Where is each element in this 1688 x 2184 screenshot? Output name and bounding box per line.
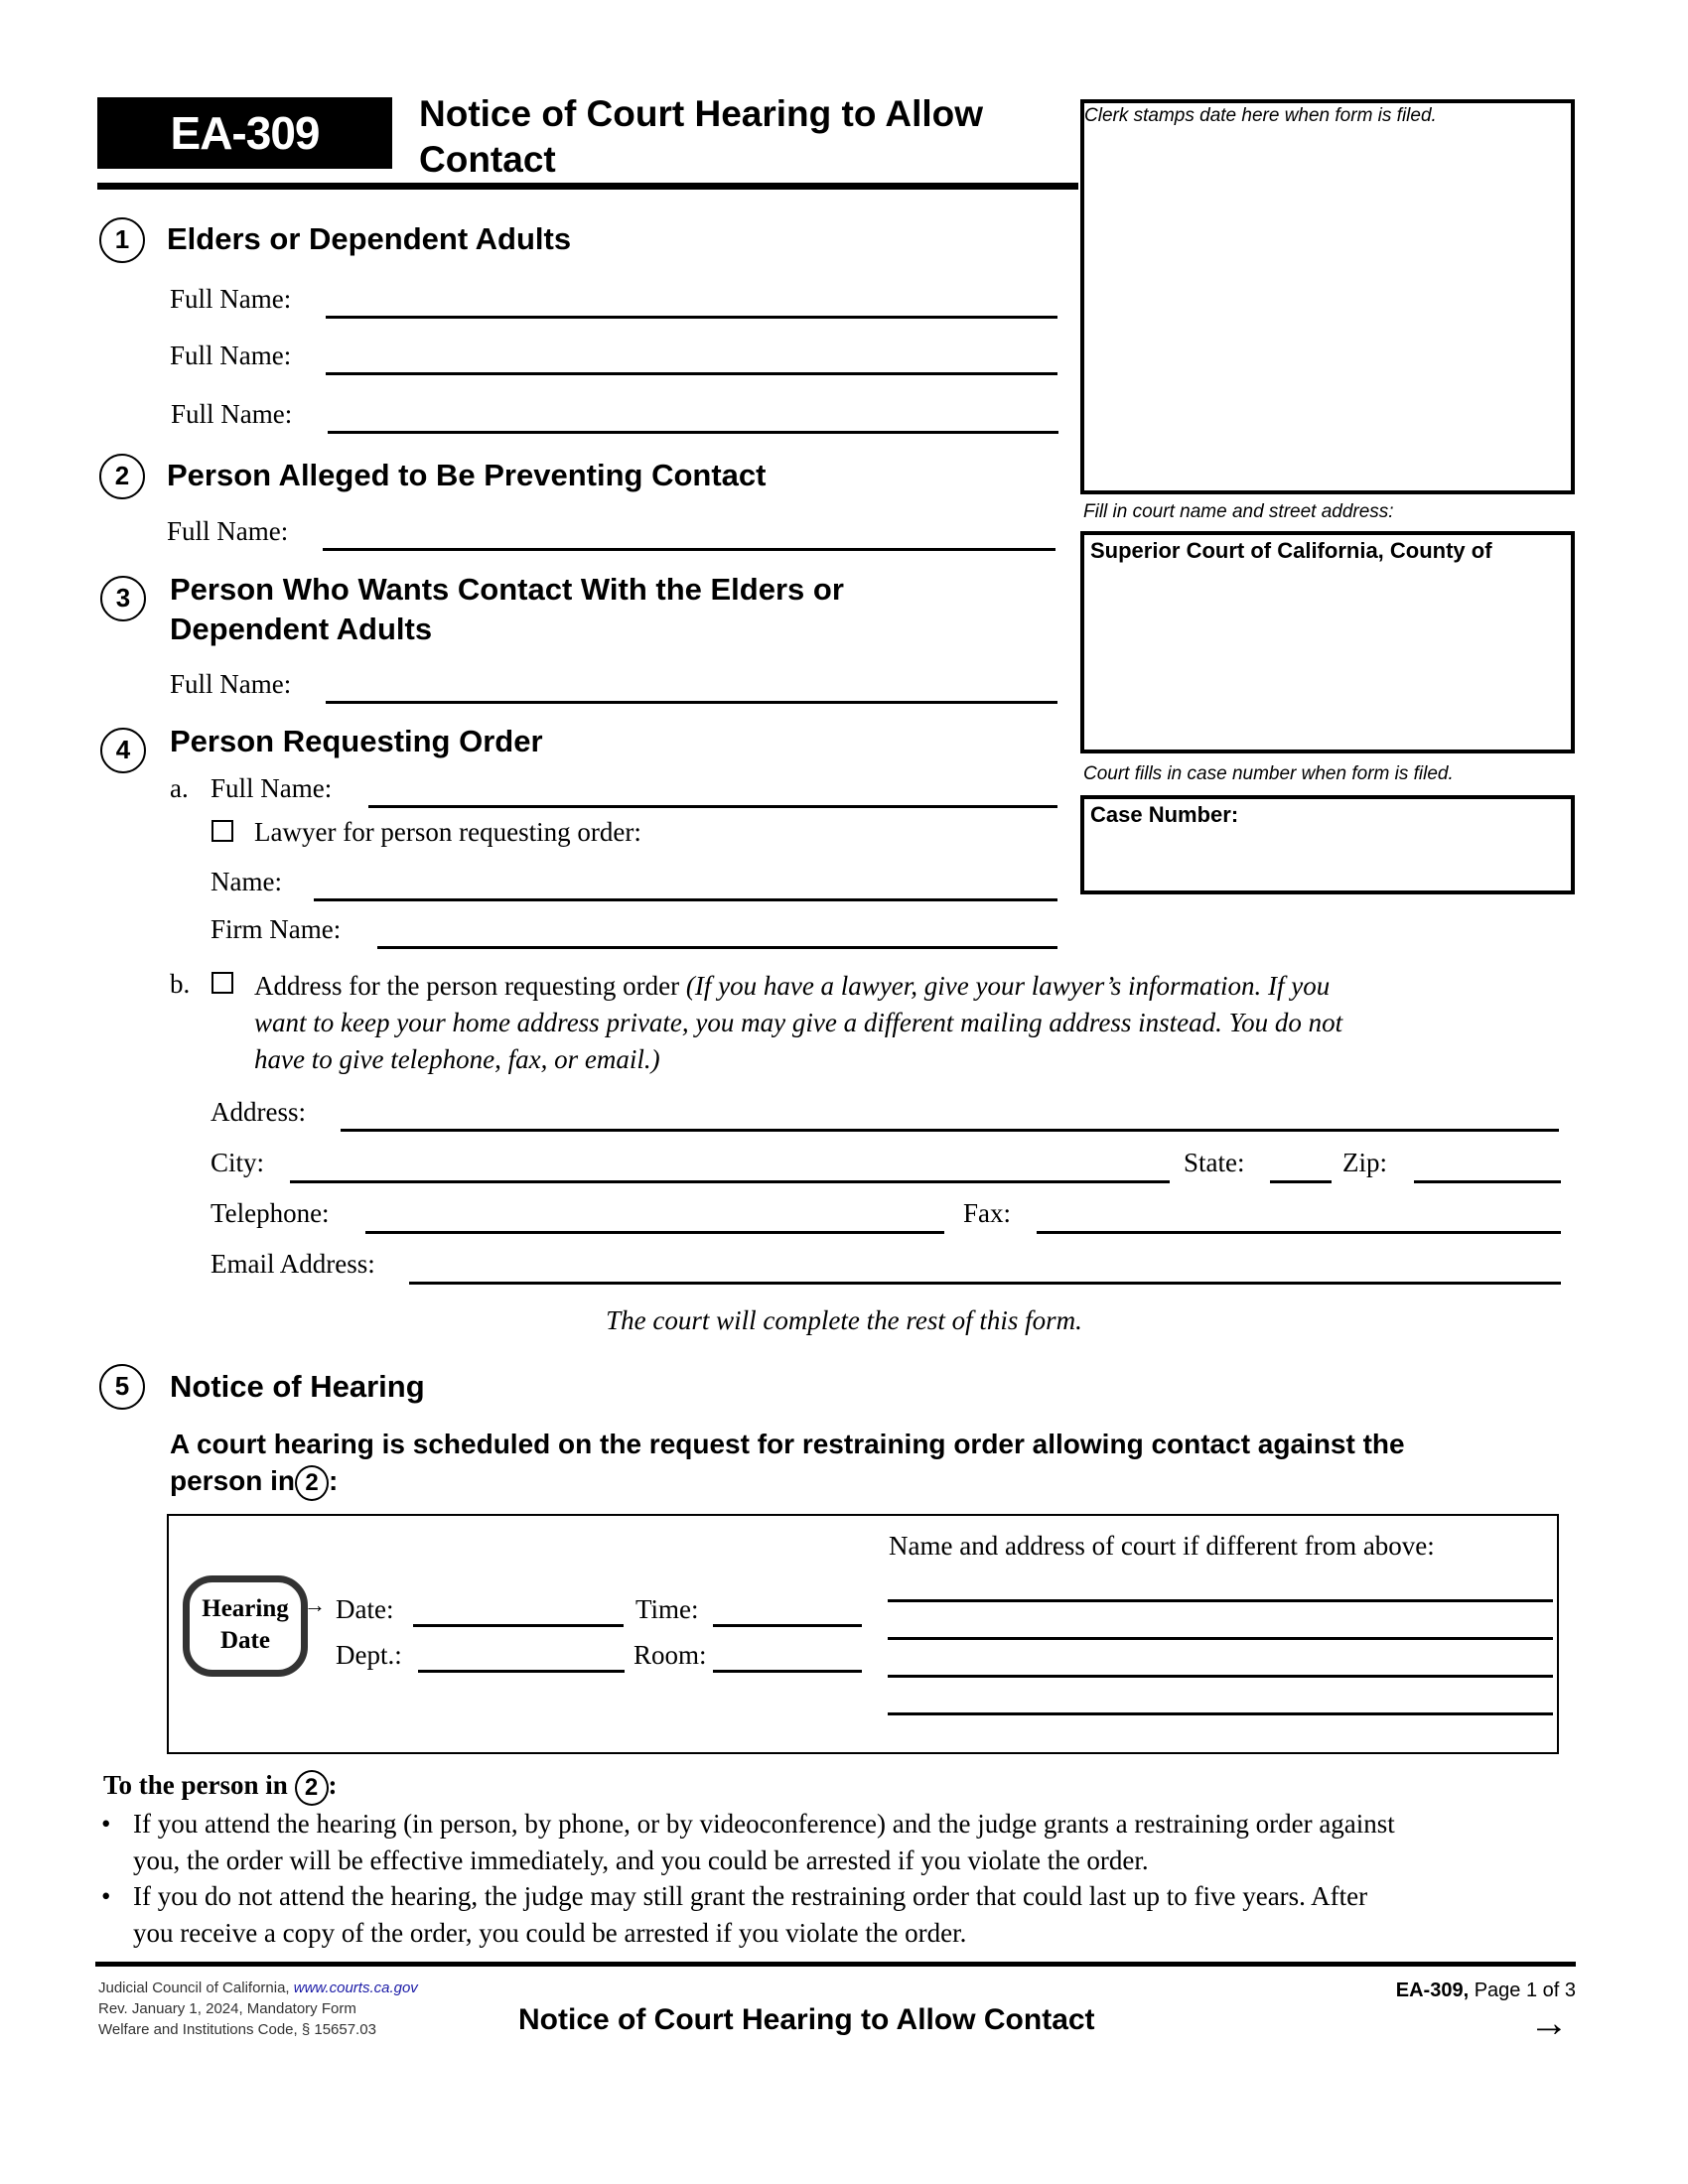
clerk-stamp-box[interactable]: [1080, 99, 1575, 494]
firm-name-label: Firm Name:: [211, 914, 342, 944]
warning-bullet-1: • If you attend the hearing (in person, by phone, or by videoconference) and the judge grants a restraining order against you, the order will be effective immediately, and you could be arrested if you violate the order.: [101, 1806, 1591, 1879]
hearing-time-field[interactable]: [713, 1624, 862, 1627]
firm-name-field[interactable]: [377, 946, 1057, 949]
section-2-heading: Person Alleged to Be Preventing Contact: [167, 458, 767, 492]
case-note: Court fills in case number when form is filed.: [1083, 763, 1454, 784]
elder-3-label: Full Name:: [171, 399, 293, 429]
section-1-heading: Elders or Dependent Adults: [167, 221, 572, 256]
alt-court-line-1[interactable]: [888, 1599, 1553, 1602]
item-a-marker: a.: [170, 773, 189, 803]
section-2-number: 2: [99, 454, 145, 499]
zip-label: Zip:: [1342, 1148, 1387, 1177]
court-name-label: Superior Court of California, County of: [1090, 538, 1492, 563]
ref-section-2-icon: 2: [295, 1465, 329, 1501]
requester-name-label: Full Name:: [211, 773, 333, 803]
hearing-room-field[interactable]: [713, 1670, 862, 1673]
form-id-badge: EA-309: [97, 97, 392, 169]
court-note: Fill in court name and street address:: [1083, 501, 1394, 522]
address-checkbox[interactable]: [211, 972, 233, 994]
contact-seeker-name-label: Full Name:: [170, 669, 292, 699]
elder-1-label: Full Name:: [170, 284, 292, 314]
footer-title: Notice of Court Hearing to Allow Contact: [518, 2003, 1095, 2036]
lawyer-name-label: Name:: [211, 867, 282, 896]
hearing-box: [167, 1514, 1559, 1754]
city-label: City:: [211, 1148, 265, 1177]
courts-link[interactable]: www.courts.ca.gov: [293, 1979, 418, 1996]
court-name-box[interactable]: [1080, 531, 1575, 753]
section-3-heading: Person Who Wants Contact With the Elders or Dependent Adults: [170, 572, 844, 646]
alt-court-line-2[interactable]: [888, 1637, 1553, 1640]
telephone-label: Telephone:: [211, 1198, 330, 1228]
court-completes-note: The court will complete the rest of this form.: [606, 1305, 1082, 1335]
footer-meta: Judicial Council of California, www.courts.ca.gov Rev. January 1, 2024, Mandatory Form Welfare and Institutions Code, § 15657.03: [98, 1979, 418, 2038]
fax-label: Fax:: [963, 1198, 1012, 1228]
case-number-label: Case Number:: [1090, 802, 1239, 827]
warning-intro: To the person in 2 :: [103, 1769, 338, 1806]
next-page-arrow-icon[interactable]: →: [1529, 2001, 1569, 2045]
elder-2-name-field[interactable]: [326, 372, 1057, 375]
telephone-field[interactable]: [365, 1231, 944, 1234]
address-instructions: Address for the person requesting order (If you have a lawyer, give your lawyer’s information. If you want to keep your home address private, you may give a different mailing address instead. You do not have to give telephone, fax, or email.): [254, 971, 1343, 1074]
elder-3-name-field[interactable]: [328, 431, 1058, 434]
arrow-icon: →: [304, 1592, 326, 1617]
state-label: State:: [1184, 1148, 1245, 1177]
clerk-note: Clerk stamps date here when form is filed.: [1084, 105, 1437, 126]
address-field[interactable]: [341, 1129, 1559, 1132]
hearing-date-field[interactable]: [413, 1624, 624, 1627]
alt-court-line-4[interactable]: [888, 1712, 1553, 1715]
page-title: Notice of Court Hearing to Allow Contact: [419, 93, 984, 180]
bullet-icon: •: [101, 1881, 111, 1911]
section-5-number: 5: [99, 1364, 145, 1410]
hearing-time-label: Time:: [635, 1594, 699, 1624]
state-field[interactable]: [1270, 1180, 1332, 1183]
case-number-box[interactable]: [1080, 795, 1575, 894]
section-4-heading: Person Requesting Order: [170, 724, 543, 758]
requester-name-field[interactable]: [368, 805, 1057, 808]
preventer-name-label: Full Name:: [167, 516, 289, 546]
elder-2-label: Full Name:: [170, 341, 292, 370]
section-1-number: 1: [99, 217, 145, 263]
ref-section-2-icon: 2: [295, 1770, 329, 1806]
email-label: Email Address:: [211, 1249, 375, 1279]
header-rule: [97, 183, 1078, 190]
item-b-marker: b.: [170, 969, 191, 999]
city-field[interactable]: [290, 1180, 1170, 1183]
zip-field[interactable]: [1414, 1180, 1561, 1183]
footer-rule: [95, 1962, 1576, 1967]
bullet-icon: •: [101, 1809, 111, 1839]
section-4-number: 4: [100, 728, 146, 773]
alt-court-line-3[interactable]: [888, 1675, 1553, 1678]
footer-page-info: EA-309, Page 1 of 3: [1395, 1979, 1576, 2001]
warning-bullet-2: • If you do not attend the hearing, the judge may still grant the restraining order that could last up to five years. After you receive a copy of the order, you could be arrested if you violate the order.: [101, 1878, 1591, 1952]
hearing-date-pill: Hearing Date: [183, 1575, 308, 1677]
fax-field[interactable]: [1037, 1231, 1561, 1234]
preventer-name-field[interactable]: [323, 548, 1055, 551]
alt-court-label: Name and address of court if different from above:: [889, 1531, 1435, 1561]
address-label: Address:: [211, 1097, 306, 1127]
contact-seeker-name-field[interactable]: [326, 701, 1057, 704]
email-field[interactable]: [409, 1282, 1561, 1285]
lawyer-checkbox[interactable]: [211, 820, 233, 842]
section-5-heading: Notice of Hearing: [170, 1369, 425, 1404]
elder-1-name-field[interactable]: [326, 316, 1057, 319]
hearing-scheduled-text: A court hearing is scheduled on the request for restraining order allowing contact against the person in 2 :: [170, 1426, 1580, 1501]
hearing-date-label: Date:: [336, 1594, 394, 1624]
lawyer-checkbox-label: Lawyer for person requesting order:: [254, 817, 641, 847]
hearing-dept-field[interactable]: [418, 1670, 625, 1673]
section-3-number: 3: [100, 576, 146, 621]
hearing-room-label: Room:: [633, 1640, 707, 1670]
hearing-dept-label: Dept.:: [336, 1640, 402, 1670]
lawyer-name-field[interactable]: [314, 898, 1057, 901]
